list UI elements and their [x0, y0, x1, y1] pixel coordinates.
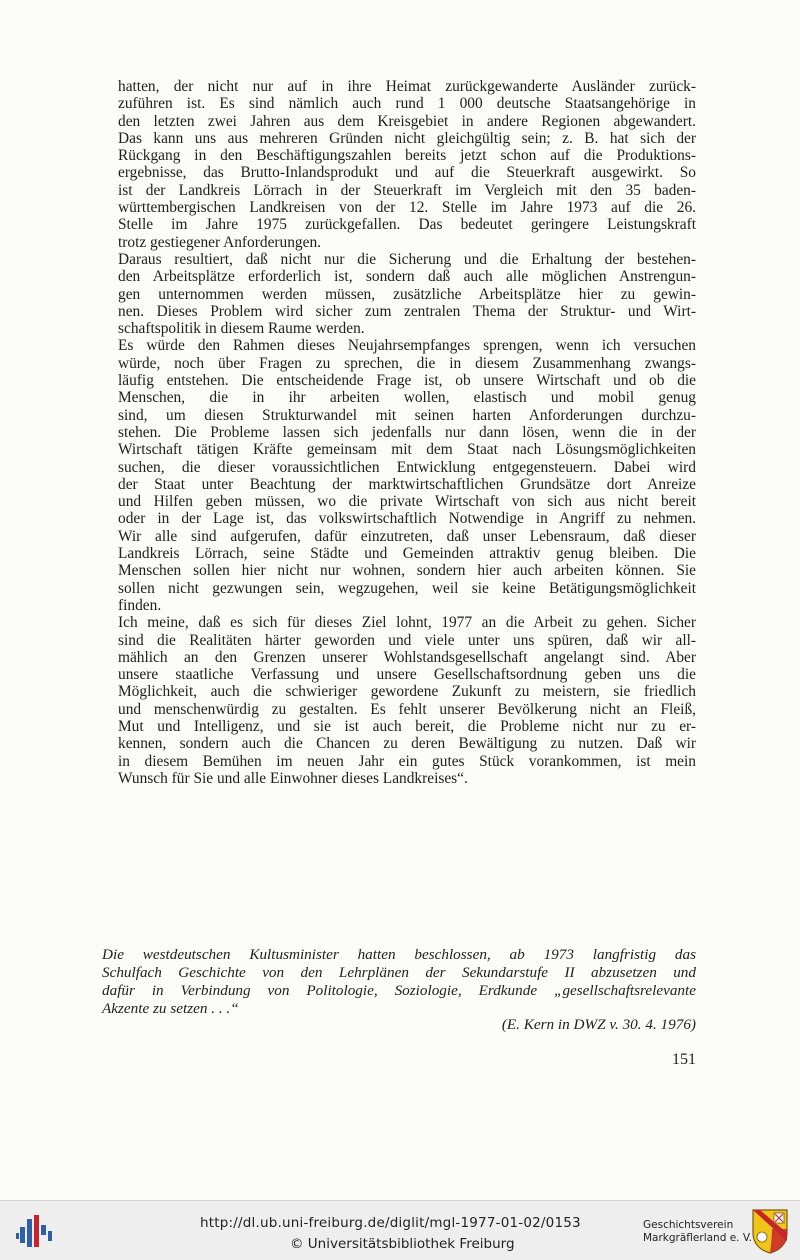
copyright-notice: © Universitätsbibliothek Freiburg [290, 1236, 515, 1252]
society-name [643, 1219, 752, 1245]
text-line: den Arbeitsplätze erforderlich ist, sondern daß auch alle möglichen Anstrengun- [118, 268, 696, 286]
quote-line: dafür in Verbindung von Politologie, Soziologie, Erdkunde „gesellschaftsrelevante [102, 982, 696, 999]
text-line: Wir alle sind aufgerufen, dafür einzutreten, daß unser Lebensraum, daß dieser [118, 527, 696, 545]
text-line: und Hilfen geben müssen, wo die private Wirtschaft von sich aus nicht bereit [118, 493, 696, 511]
text-line: oder in der Lage ist, das volkswirtschaftlich Notwendige in Angriff zu nehmen. [118, 510, 696, 528]
text-line: Menschen, die in ihr arbeiten wollen, elastisch und mobil genug [118, 389, 696, 407]
page-number: 151 [672, 1051, 696, 1068]
epigraph-quote [102, 946, 696, 1018]
footer-bar [0, 1200, 800, 1260]
body-text [118, 78, 696, 787]
text-line: in diesem Bemühen im neuen Jahr ein gutes Stück vorankommen, ist mein [118, 752, 696, 770]
text-line: Daraus resultiert, daß nicht nur die Sicherung und die Erhaltung der bestehen- [118, 250, 696, 268]
text-line: ergebnisse, das Brutto-Inlandsprodukt und auf die Steuerkraft ausgewirkt. So [118, 164, 696, 182]
text-line: sind, um diesen Strukturwandel mit seinen harten Anforderungen durchzu- [118, 406, 696, 424]
text-line: gen unternommen werden müssen, zusätzliche Arbeitsplätze hier zu gewin- [118, 285, 696, 303]
coat-of-arms-icon[interactable] [750, 1207, 790, 1255]
text-line: Es würde den Rahmen dieses Neujahrsempfanges sprengen, wenn ich versuchen [118, 337, 696, 355]
text-line: nen. Dieses Problem wird sicher zum zentralen Thema der Struktur- und Wirt- [118, 302, 696, 320]
text-line: finden. [118, 596, 162, 614]
quote-source: (E. Kern in DWZ v. 30. 4. 1976) [501, 1016, 696, 1033]
text-line: suchen, die dieser voraussichtlichen Entwicklung entgegensteuern. Dabei wird [118, 458, 696, 476]
quote-line: Akzente zu setzen . . .“ [102, 1000, 239, 1017]
society-name-line1: Geschichtsverein [643, 1219, 734, 1231]
text-line: mählich an den Grenzen unserer Wohlstandsgesellschaft angelangt sind. Aber [118, 648, 696, 666]
text-line: Wirtschaft tätigen Kräfte gemeinsam mit dem Staat nach Lösungsmöglichkeiten [118, 441, 696, 459]
text-line: unsere staatliche Verfassung und unsere Gesellschaftsordnung geben uns die [118, 666, 696, 684]
quote-line: Schulfach Geschichte von den Lehrplänen der Sekundarstufe II abzusetzen und [102, 964, 696, 981]
text-line: Wunsch für Sie und alle Einwohner dieses Landkreises“. [118, 769, 468, 787]
text-line: der Staat unter Beachtung der marktwirtschaftlichen Grundsätze dort Anreize [118, 475, 696, 493]
text-line: ist der Landkreis Lörrach in der Steuerkraft im Vergleich mit den 35 baden- [118, 181, 696, 199]
text-line: würde, noch über Fragen zu sprechen, die in diesem Zusammenhang zwangs- [118, 354, 696, 372]
text-line: und menschenwürdig zu gestalten. Es fehlt unserer Bevölkerung nicht an Fleiß, [118, 700, 696, 718]
text-line: trotz gestiegener Anforderungen. [118, 233, 321, 251]
text-line: hatten, der nicht nur auf in ihre Heimat zurückgewanderte Ausländer zurück- [118, 78, 696, 95]
text-line: württembergischen Landkreisen von der 12. Stelle im Jahre 1973 auf die 26. [118, 199, 696, 217]
ub-freiburg-logo-icon[interactable] [14, 1211, 54, 1251]
text-line: schaftspolitik in diesem Raume werden. [118, 320, 365, 338]
text-line: Möglichkeit, auch die schwieriger gewordene Zukunft zu meistern, sie friedlich [118, 683, 696, 701]
text-line: kennen, sondern auch die Chancen zu deren Bewältigung zu nutzen. Daß wir [118, 735, 696, 753]
text-line: stehen. Die Probleme lassen sich jedenfalls nur dann lösen, wenn die in der [118, 423, 696, 441]
text-line: den letzten zwei Jahren aus dem Kreisgebiet in andere Regionen abgewandert. [118, 112, 696, 130]
text-line: Landkreis Lörrach, seine Städte und Gemeinden attraktiv genug bleiben. Die [118, 545, 696, 563]
society-name-line2: Markgräflerland e. V. [643, 1232, 753, 1244]
permalink-url[interactable]: http://dl.ub.uni-freiburg.de/diglit/mgl-1977-01-02/0153 [200, 1215, 581, 1231]
text-line: Menschen sollen hier nicht nur wohnen, sondern hier auch arbeiten können. Sie [118, 562, 696, 580]
text-line: Rückgang in den Beschäftigungszahlen bereits jetzt schon auf die Produktions- [118, 147, 696, 165]
text-line: läufig entstehen. Die entscheidende Frage ist, ob unsere Wirtschaft und ob die [118, 372, 696, 390]
text-line: zuführen ist. Es sind nämlich auch rund 1 000 deutsche Staatsangehörige in [118, 95, 696, 113]
text-line: sollen nicht gezwungen sein, wegzugehen, weil sie keine Betätigungsmöglichkeit [118, 579, 696, 597]
text-line: Mut und Intelligenz, und sie ist auch bereit, die Probleme nicht nur zu er- [118, 717, 696, 735]
text-line: Stelle im Jahre 1975 zurückgefallen. Das bedeutet geringere Leistungskraft [118, 216, 696, 234]
text-line: Das kann uns aus mehreren Gründen nicht gleichgültig sein; z. B. hat sich der [118, 129, 696, 147]
text-line: sind die Realitäten härter geworden und viele unter uns spüren, daß wir all- [118, 631, 696, 649]
quote-line: Die westdeutschen Kultusminister hatten beschlossen, ab 1973 langfristig das [102, 946, 696, 963]
text-line: Ich meine, daß es sich für dieses Ziel lohnt, 1977 an die Arbeit zu gehen. Sicher [118, 614, 696, 632]
